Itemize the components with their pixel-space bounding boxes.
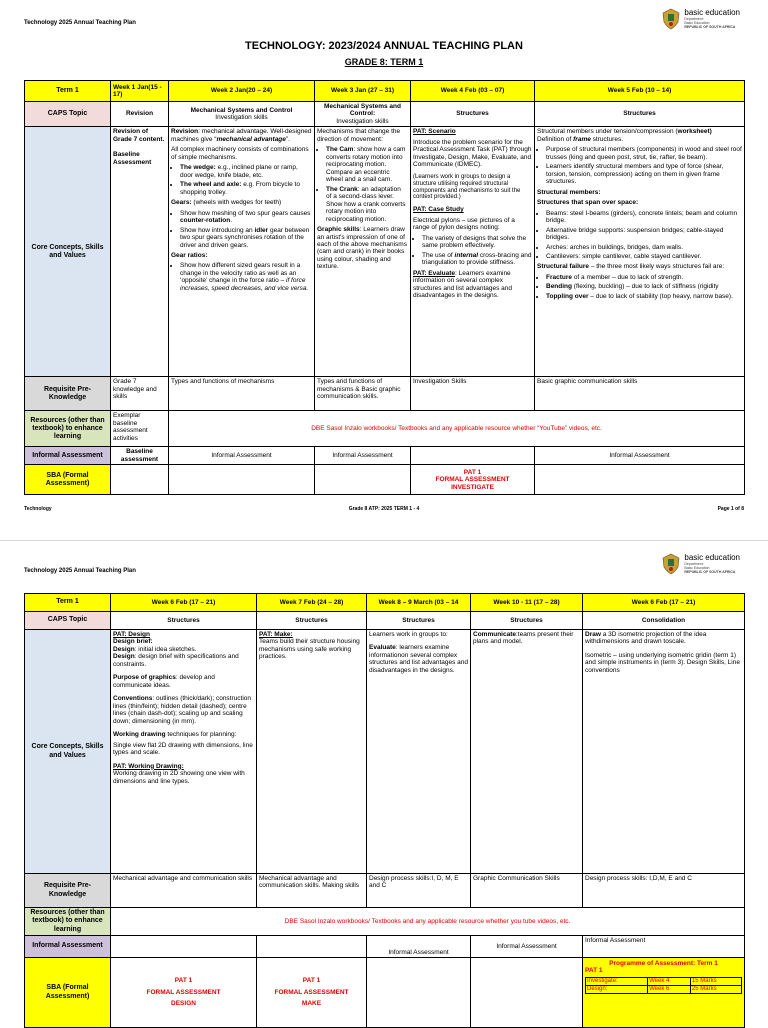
prereq-cell: Design process skills:I, D, M, E and C	[367, 874, 471, 908]
text: gear between two spur gears synchronises rotation of the driver and driven gears.	[180, 226, 310, 249]
text: :teams present their plans and model.	[473, 631, 574, 646]
topic-sub: Investigation skills	[215, 114, 268, 122]
text: : Learners draw an artist's impression of one of each of the above mechanisms (cam and crank) in their books using colour, shading and texture.	[317, 226, 407, 271]
informal-cell: Informal Assessment	[583, 936, 745, 958]
label: Gear ratios:	[171, 251, 208, 259]
text: • Arches: arches in buildings, bridges, dam walls.	[546, 244, 742, 251]
informal-row	[25, 936, 745, 958]
label: Design brief:	[113, 638, 153, 646]
topic-main: Mechanical Systems and Control:	[324, 103, 401, 118]
core-concepts-label: Core Concepts, Skills and Values	[25, 127, 111, 377]
text: Structural members under tension/compression (	[537, 128, 678, 136]
text: : initial idea sketches.	[134, 645, 197, 653]
prereq-cell: Design process skills: I,D,M, E and C	[583, 874, 745, 908]
term-row	[25, 594, 745, 612]
text: The use of	[422, 251, 455, 259]
resources-row	[25, 908, 745, 936]
text: (wheels with wedges for teeth)	[191, 199, 282, 207]
text: • Purpose of structural members (components) in wood and steel roof trusses (king and queen post, strut, tie, rafter, tie beam).	[546, 146, 742, 161]
label: Communicate	[473, 631, 516, 638]
prereq-row	[25, 377, 745, 411]
informal-cell: Baseline assessment	[111, 447, 169, 465]
sba-line: PAT 1	[463, 468, 482, 476]
sa-coat-of-arms-icon	[661, 553, 681, 575]
document-header-name: Technology 2025 Annual Teaching Plan	[24, 568, 136, 574]
prereq-cell: Types and functions of mechanisms	[169, 377, 315, 411]
resources-cell: Exemplar baseline assessment activities	[111, 411, 169, 447]
text: Working drawing in 2D showing one view with dimensions and line types.	[113, 770, 245, 785]
text: Electrical pylons – use pictures of a range of pylon designs noting:	[413, 216, 515, 232]
sba-line: MAKE	[301, 1000, 322, 1008]
logo-line-1: Department:	[684, 16, 704, 21]
week-header: Week 2 Jan(20 – 24)	[169, 81, 315, 102]
logo-line-2: Basic Education	[684, 20, 710, 25]
text: : outlines (thick/dark); construction lines (thin/feint); hidden detail (dashed); centre lines (chain dash-dot); scaling up and scaling down; dimensioning (in mm).	[113, 695, 251, 725]
core-cell-week-8-9	[367, 630, 471, 874]
week-header: Week 6 Feb (17 – 21)	[111, 594, 257, 612]
programme-cell: 15 Marks	[690, 977, 741, 985]
sba-cell	[411, 465, 535, 495]
label: PAT: Make:	[259, 631, 293, 638]
label: Bending	[546, 283, 572, 291]
sba-row	[25, 958, 745, 1028]
sba-cell-empty	[367, 958, 471, 1028]
topic-cell: Structures	[367, 612, 471, 630]
topic-cell: Revision	[111, 102, 169, 127]
label: PAT: Evaluate	[413, 269, 456, 277]
footer-page-number: Page 1 of 8	[717, 506, 744, 512]
document-header-name: Technology 2025 Annual Teaching Plan	[24, 20, 136, 26]
text: • Cantilevers: simple cantilever, cable stayed cantilever.	[546, 253, 742, 260]
page-title: TECHNOLOGY: 2023/2024 ANNUAL TEACHING PLAN	[245, 40, 523, 52]
text: Learners work in groups to:	[369, 631, 448, 638]
informal-row	[25, 447, 745, 465]
prereq-cell: Graphic Communication Skills	[471, 874, 583, 908]
emphasis: worksheet)	[677, 128, 712, 136]
week-header: Week 10 - 11 (17 – 28)	[471, 594, 583, 612]
core-concepts-label: Core Concepts, Skills and Values	[25, 630, 111, 874]
label: The Cam	[326, 146, 354, 154]
programme-row	[586, 977, 742, 985]
emphasis: mechanical advantage	[216, 135, 286, 143]
label: Draw	[585, 631, 601, 638]
informal-cell: Informal Assessment	[367, 936, 471, 958]
resources-label: Resources (other than textbook) to enhance learning	[25, 411, 111, 447]
text: of a member – due to lack of strength.	[572, 273, 684, 281]
programme-row	[586, 985, 742, 993]
sba-row	[25, 465, 745, 495]
topic-cell	[169, 102, 315, 127]
week-header: Week 3 Jan (27 – 31)	[315, 81, 411, 102]
text: Show how different sized gears result in a change in the velocity ratio as well as an ‘opposite’ change in the force ratio –	[180, 262, 301, 285]
label: Design	[113, 653, 135, 661]
text: : learners examine informationon several complex structures and list advantages and disadvantages in the designs.	[369, 644, 469, 674]
informal-cell-empty	[411, 447, 535, 465]
label: Gears:	[171, 199, 192, 207]
atp-table-term-1-continued	[24, 593, 745, 1028]
topic-cell: Structures	[471, 612, 583, 630]
programme-cell: Week 6	[648, 985, 691, 993]
sba-line: FORMAL ASSESSMENT	[146, 988, 221, 996]
core-cell-consolidation	[583, 630, 745, 874]
core-cell-week-6	[111, 630, 257, 874]
caps-topic-label: CAPS Topic	[25, 102, 111, 127]
programme-cell: Design:	[586, 985, 648, 993]
week-header: Week 4 Feb (03 – 07)	[411, 81, 535, 102]
sba-cell-empty	[111, 465, 169, 495]
informal-cell: Informal Assessment	[535, 447, 745, 465]
text: cross-bracing and triangulation to provide stiffness.	[422, 251, 532, 267]
sba-line: DESIGN	[171, 1000, 196, 1008]
resources-main: DBE Sasol Inzalo workbooks/ Textbooks and any applicable resource whether you tube videos, etc.	[111, 908, 745, 936]
label: The wedge:	[180, 164, 216, 172]
text: (flexing, buckling) – due to lack of stiffness (rigidity	[572, 283, 719, 291]
programme-cell: Week 4	[648, 977, 691, 985]
programme-pat-label: PAT 1	[585, 967, 603, 975]
core-cell-week-1	[111, 127, 169, 377]
core-cell-week-2: Revision: mechanical advantage. Well-designed machines give “mechanical advantage”. All complex machinery consists of combinations of simple mechanisms. • The wedge: e.g., inclined plane or ramp, door wedge, knife blade, etc. • The wheel and axle: e.g. From bicycle to shopping trolley. Gears: (wheels with wedges for teeth) • Show how meshing of two spur gears causes counter-rotation. • Show how introducing an idler gear between two spur gears synchronises rotation of the driver and driven gears. Gear ratios: • Show how different sized gears result in a change in the velocity ratio as well as an ‘opposite’ change in the force ratio – if force increases, speed decreases, and vice versa.	[169, 127, 315, 377]
informal-cell: Informal Assessment	[169, 447, 315, 465]
text: : design brief with specifications and constraints.	[113, 653, 239, 668]
topic-cell: Structures	[111, 612, 257, 630]
informal-cell: Informal Assessment	[315, 447, 411, 465]
logo-line-1: Department:	[684, 561, 704, 566]
sba-line: PAT 1	[174, 977, 193, 985]
informal-cell: Informal Assessment	[471, 936, 583, 958]
label: Toppling over	[546, 292, 589, 300]
text: Single view flat 2D drawing with dimensions, line types and scale.	[113, 741, 253, 757]
text: structures.	[590, 135, 624, 143]
informal-label: Informal Assessment	[25, 936, 111, 958]
text: e.g. From bicycle to shopping trolley.	[180, 181, 300, 196]
label: The Crank	[326, 185, 358, 193]
label: PAT: Case Study	[413, 206, 464, 214]
sba-cell-empty	[535, 465, 745, 495]
text: – due to lack of stability (top heavy, narrow base).	[588, 292, 733, 300]
label: Structural members:	[537, 188, 601, 196]
prereq-cell: Grade 7 knowledge and skills	[111, 377, 169, 411]
text: e.g., inclined plane or ramp, door wedge, knife blade, etc.	[180, 164, 298, 179]
prereq-cell: Investigation Skills	[411, 377, 535, 411]
term-label: Term 1	[25, 594, 111, 612]
emphasis: internal	[454, 251, 479, 259]
sba-line: FORMAL ASSESSMENT	[274, 988, 349, 996]
week-header: Week 1 Jan(15 - 17)	[111, 81, 169, 102]
sba-label: SBA (Formal Assessment)	[25, 465, 111, 495]
text: : Learners examine information on several complex structures and list advantages and disadvantages in the designs.	[413, 269, 513, 299]
topic-main: Mechanical Systems and Control	[190, 106, 293, 114]
topic-cell: Consolidation	[583, 612, 745, 630]
sa-coat-of-arms-icon	[661, 8, 681, 30]
prereq-row	[25, 874, 745, 908]
prereq-cell: Types and functions of mechanisms & Basic graphic communication skills.	[315, 377, 411, 411]
label: PAT: Working Drawing:	[113, 762, 184, 770]
label: PAT: Design	[113, 631, 150, 638]
sba-line: PAT 1	[302, 977, 321, 985]
text: All complex machinery consists of combinations of simple mechanisms.	[171, 146, 309, 161]
sba-cell	[257, 958, 367, 1028]
emphasis: idler	[254, 226, 269, 234]
week-header: Week 6 Feb (17 – 21)	[583, 594, 745, 612]
label: Graphic skills	[317, 226, 360, 234]
text: Isometric – using underlying isometric gridin (term 1) and simple instruments in (term 3). Design Skills, Line conventions	[585, 651, 740, 674]
prereq-cell: Basic graphic communication skills	[535, 377, 745, 411]
week-header: Week 8 – 9 March (03 – 14	[367, 594, 471, 612]
revision-text: Revision of Grade 7 content.	[113, 128, 165, 143]
sba-line: FORMAL ASSESSMENT	[435, 476, 510, 484]
programme-cell: Investigate:	[586, 977, 648, 985]
logo-line-3: REPUBLIC OF SOUTH AFRICA	[684, 570, 736, 575]
core-cell-week-10-11	[471, 630, 583, 874]
prereq-label: Requisite Pre-Knowledge	[25, 874, 111, 908]
footer-left: Technology	[24, 506, 52, 512]
sba-line: INVESTIGATE	[451, 483, 494, 491]
informal-label: Informal Assessment	[25, 447, 111, 465]
label: Fracture	[546, 273, 573, 281]
core-concepts-row	[25, 630, 745, 874]
sba-cell-empty	[315, 465, 411, 495]
label: The wheel and axle:	[180, 181, 242, 189]
text: : mechanical advantage. Well-designed machines give “	[171, 128, 312, 143]
topic-cell: Structures	[411, 102, 535, 127]
text: ”.	[285, 135, 290, 143]
programme-of-assessment	[583, 958, 745, 1028]
caps-topic-row	[25, 102, 745, 127]
text: Mechanisms that change the direction of movement:	[317, 128, 401, 143]
footer-center: Grade 8 ATP: 2025 TERM 1 - 4	[348, 506, 420, 512]
emphasis: frame	[573, 135, 591, 143]
label: Structures that span over space:	[537, 199, 639, 207]
text: : an adaptation of a second-class lever. Show how a crank converts rotary motion into reciprocating motion.	[326, 185, 406, 223]
page-subtitle: GRADE 8: TERM 1	[344, 57, 424, 67]
topic-sub: Investigation skills	[336, 117, 389, 125]
label: Revision	[171, 128, 199, 136]
sba-label: SBA (Formal Assessment)	[25, 958, 111, 1028]
logo-title: basic education	[684, 552, 740, 562]
topic-cell	[315, 102, 411, 127]
emphasis: if force increases, speed decreases, and vice versa.	[180, 277, 309, 292]
core-cell-week-4	[411, 127, 535, 377]
text: Show how introducing an	[180, 226, 255, 234]
programme-table	[585, 977, 742, 994]
text: Teams build their structure housing mechanisms using safe working practices.	[259, 638, 360, 661]
text: • Alternative bridge supports: suspension bridges; cable-stayed bridges.	[546, 227, 742, 242]
logo-line-2: Basic Education	[684, 565, 710, 570]
text: a 3D isometric projection of the idea withdimensions and drawn toscale.	[585, 631, 707, 646]
week-header: Week 7 Feb (24 – 28)	[257, 594, 367, 612]
text: : develop and communicate ideas.	[113, 674, 215, 689]
text: • Learners identify structural members and type of force (shear, torsion, tension, compression) acting on them in given frame structures.	[546, 163, 742, 185]
sba-cell-empty	[471, 958, 583, 1028]
text: Introduce the problem scenario for the Practical Assessment Task (PAT) through Investigate, Design, Make, Evaluate, and Communicate (IDMEC).	[413, 138, 532, 169]
prereq-label: Requisite Pre-Knowledge	[25, 377, 111, 411]
dbe-logo	[661, 553, 740, 575]
prereq-cell: Mechanical advantage and communication skills. Making skills	[257, 874, 367, 908]
caps-topic-row	[25, 612, 745, 630]
prereq-cell: Mechanical advantage and communication skills	[111, 874, 257, 908]
resources-main: DBE Sasol Inzalo workbooks/ Textbooks and any applicable resource whether “YouTube” videos, etc.	[169, 411, 745, 447]
label: Design	[113, 645, 135, 653]
sba-cell-empty	[169, 465, 315, 495]
core-concepts-row	[25, 127, 745, 377]
label: Evaluate	[369, 644, 396, 652]
label: Working drawing	[113, 731, 166, 739]
text: – the three most likely ways structures fail are:	[589, 263, 725, 271]
core-cell-week-7	[257, 630, 367, 874]
label: Purpose of graphics	[113, 674, 176, 682]
topic-cell: Structures	[257, 612, 367, 630]
logo-line-3: REPUBLIC OF SOUTH AFRICA	[684, 25, 736, 30]
text: techniques for planning:	[165, 731, 237, 739]
label: PAT: Scenario	[413, 128, 456, 136]
resources-row	[25, 411, 745, 447]
label: Structural failure	[537, 263, 590, 271]
resources-label: Resources (other than textbook) to enhance learning	[25, 908, 111, 936]
caps-topic-label: CAPS Topic	[25, 612, 111, 630]
logo-title: basic education	[684, 7, 740, 17]
dbe-logo	[661, 8, 740, 30]
programme-title: Programme of Assessment: Term 1	[609, 960, 718, 967]
atp-table-term-1	[24, 80, 745, 495]
page-footer	[24, 506, 744, 512]
text: : show how a cam converts rotary motion into reciprocating motion. Compare an eccentric wheel and a snail cam.	[326, 146, 406, 184]
page-2	[0, 540, 768, 1025]
text: • Beams: steel I-beams (girders), concrete lintels; beam and column bridge.	[546, 210, 742, 225]
week-header: Week 5 Feb (10 – 14)	[535, 81, 745, 102]
term-row	[25, 81, 745, 102]
emphasis: counter-rotation	[180, 217, 231, 225]
topic-cell: Structures	[535, 102, 745, 127]
text: • The variety of designs that solve the same problem effectively.	[422, 235, 532, 250]
label: Conventions	[113, 695, 153, 703]
core-cell-week-5	[535, 127, 745, 377]
programme-cell: 25 Marks	[690, 985, 741, 993]
informal-cell-empty	[257, 936, 367, 958]
text: (Learners work in groups to design a structure utilising required structural components and mechanisms to suit the context provided.)	[413, 173, 521, 201]
baseline-text: Baseline Assessment	[113, 151, 152, 166]
text: Show how meshing of two spur gears causes	[180, 209, 311, 217]
informal-cell-empty	[111, 936, 257, 958]
sba-cell	[111, 958, 257, 1028]
term-label: Term 1	[25, 81, 111, 102]
text: Definition of	[537, 135, 574, 143]
core-cell-week-3	[315, 127, 411, 377]
